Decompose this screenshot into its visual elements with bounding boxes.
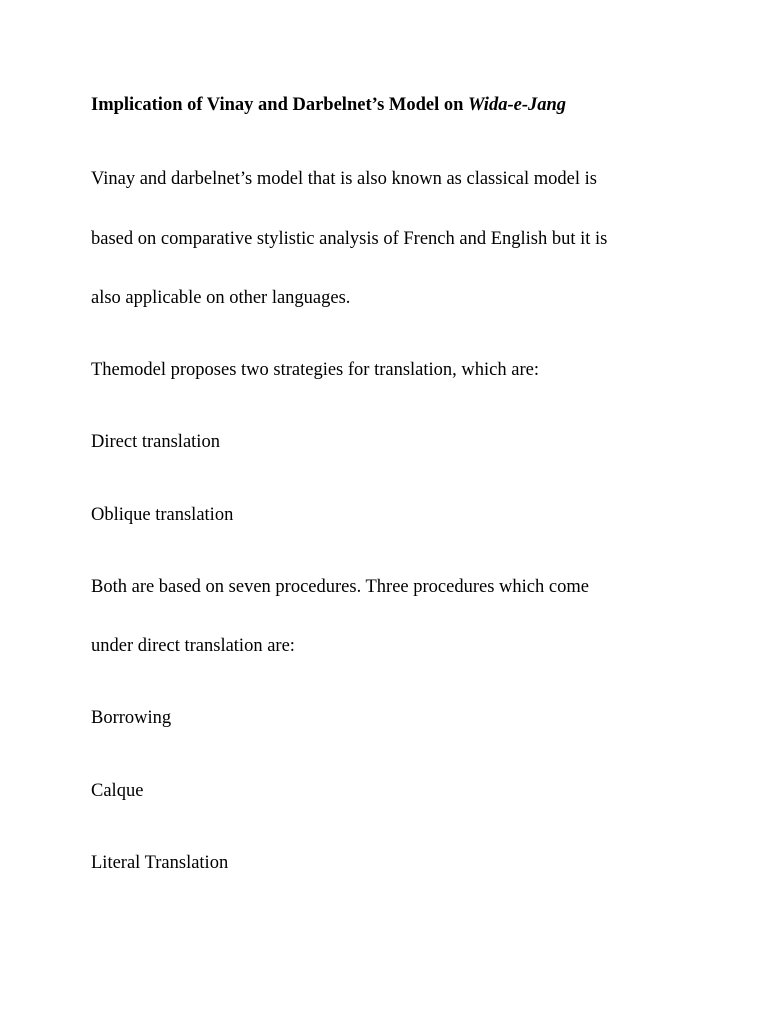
paragraph-1-line-2: based on comparative stylistic analysis of French and English but it is — [91, 229, 608, 249]
paragraph-1-line-3: also applicable on other languages. — [91, 288, 351, 308]
strategy-item-direct: Direct translation — [91, 432, 220, 452]
title-italic-text: Wida-e-Jang — [468, 95, 567, 115]
procedure-item-literal-translation: Literal Translation — [91, 853, 229, 873]
title-main-text: Implication of Vinay and Darbelnet’s Model on — [91, 95, 469, 115]
paragraph-1-line-1: Vinay and darbelnet’s model that is also known as classical model is — [91, 169, 597, 189]
strategy-item-oblique: Oblique translation — [91, 505, 234, 525]
document-title — [91, 93, 566, 117]
paragraph-2: Themodel proposes two strategies for translation, which are: — [91, 360, 539, 380]
procedure-item-borrowing: Borrowing — [91, 708, 172, 728]
procedure-item-calque: Calque — [91, 781, 144, 801]
paragraph-3-line-1: Both are based on seven procedures. Three procedures which come — [91, 577, 589, 597]
paragraph-3-line-2: under direct translation are: — [91, 636, 295, 656]
